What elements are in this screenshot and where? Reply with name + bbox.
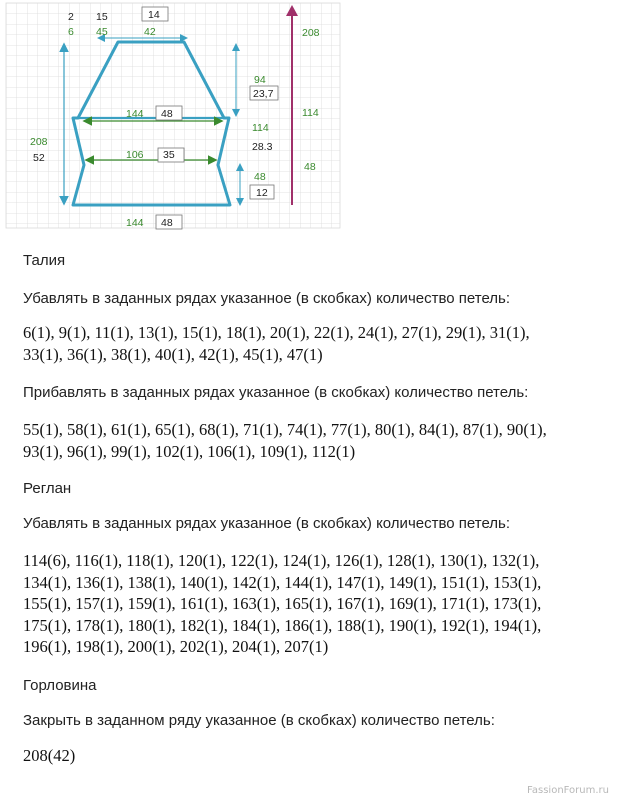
label-mid-114: 114 [252,122,269,134]
waist-decrease-line: 33(1), 36(1), 38(1), 40(1), 42(1), 45(1), 47(1) [23,344,323,364]
waist-increase-instruction: Прибавлять в заданных рядах указанное (в скобках) количество петель: [23,384,529,401]
waist-increase-rows [23,419,547,462]
label-arrow-114: 114 [302,107,319,119]
raglan-decrease-rows [23,550,541,658]
label-waist-106: 106 [126,149,144,161]
label-total-208: 208 [30,136,48,148]
watermark: FassionForum.ru [527,785,609,796]
label-top-2: 2 [68,11,74,23]
raglan-decrease-line: 196(1), 198(1), 200(1), 202(1), 204(1), 207(1) [23,637,329,656]
neckline-close-value: 208(42) [23,746,76,765]
section-title-neckline: Горловина [23,677,97,694]
label-low-48: 48 [254,171,266,183]
waist-increase-line: 93(1), 96(1), 99(1), 102(1), 106(1), 109(1), 112(1) [23,441,356,461]
label-top-42: 42 [144,26,156,38]
waist-decrease-rows [23,322,530,365]
label-bottom-48: 48 [161,217,173,229]
section-title-waist: Талия [23,252,66,269]
label-waist-35: 35 [163,149,175,161]
raglan-decrease-instruction: Убавлять в заданных рядах указанное (в скобках) количество петель: [23,515,511,532]
label-bottom-144: 144 [126,217,144,229]
knitting-schematic [0,0,345,235]
label-total-52: 52 [33,152,45,164]
label-mid-283: 28.3 [252,141,273,153]
section-title-raglan: Реглан [23,480,72,497]
label-upper-48: 48 [161,108,173,120]
label-raglan-237: 23,7 [253,88,274,100]
label-upper-144: 144 [126,108,144,120]
waist-decrease-line: 6(1), 9(1), 11(1), 13(1), 15(1), 18(1), 20(1), 22(1), 24(1), 27(1), 29(1), 31(1), [23,323,530,342]
raglan-decrease-line: 114(6), 116(1), 118(1), 120(1), 122(1), 124(1), 126(1), 128(1), 130(1), 132(1), [23,551,540,570]
waist-increase-line: 55(1), 58(1), 61(1), 65(1), 68(1), 71(1), 74(1), 77(1), 80(1), 84(1), 87(1), 90(1), [23,420,547,439]
label-top-45: 45 [96,26,108,38]
waist-decrease-instruction: Убавлять в заданных рядах указанное (в скобках) количество петель: [23,290,511,307]
label-arrow-208: 208 [302,27,320,39]
label-top-15: 15 [96,11,108,23]
label-top-14: 14 [148,9,160,21]
label-low-12: 12 [256,187,268,199]
label-top-6: 6 [68,26,74,38]
raglan-decrease-line: 155(1), 157(1), 159(1), 161(1), 163(1), 165(1), 167(1), 169(1), 171(1), 173(1), [23,594,542,613]
raglan-decrease-line: 175(1), 178(1), 180(1), 182(1), 184(1), 186(1), 188(1), 190(1), 192(1), 194(1), [23,615,542,635]
neckline-close-instruction: Закрыть в заданном ряду указанное (в скобках) количество петель: [23,712,495,729]
label-raglan-94: 94 [254,74,266,86]
label-arrow-48: 48 [304,161,316,173]
raglan-decrease-line: 134(1), 136(1), 138(1), 140(1), 142(1), 144(1), 147(1), 149(1), 151(1), 153(1), [23,572,542,592]
